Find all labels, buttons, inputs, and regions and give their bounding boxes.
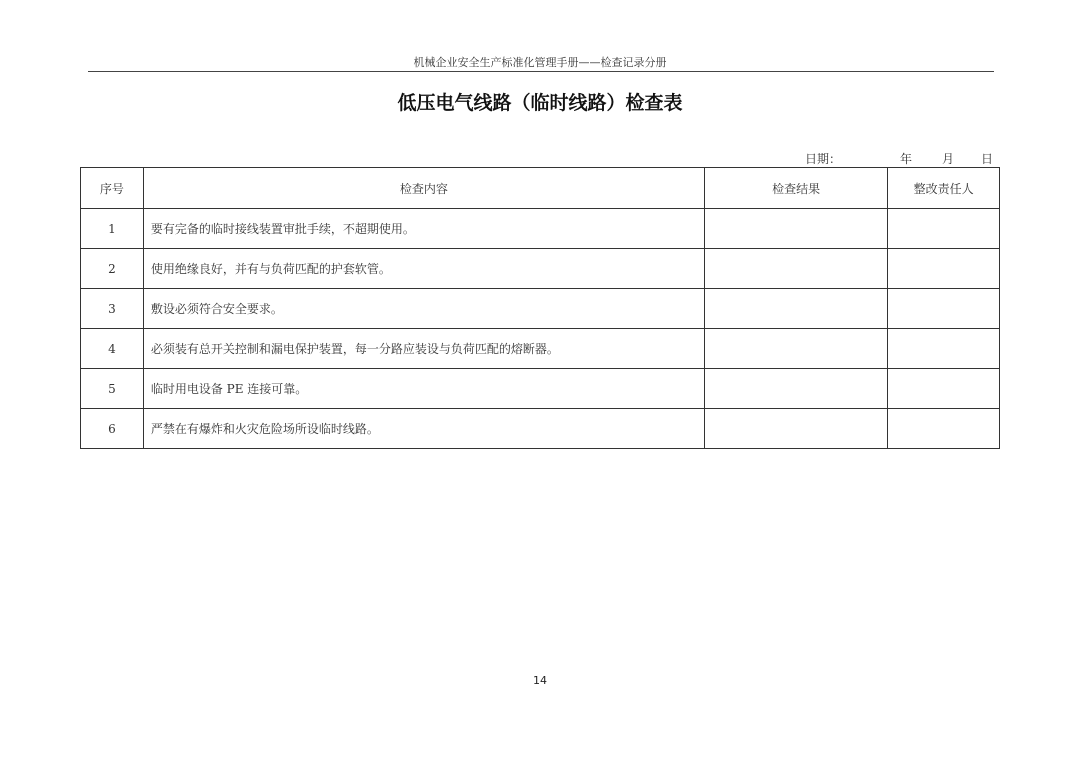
row-content [143, 209, 704, 249]
row-number: 3 [81, 289, 144, 329]
column-header-responsible: 整改责任人 [888, 168, 1000, 209]
row-responsible-cell[interactable] [888, 329, 1000, 369]
row-content-text: 严禁在有爆炸和火灾危险场所设临时线路。 [150, 422, 379, 436]
row-responsible-cell[interactable] [888, 289, 1000, 329]
date-year-label: 年 [900, 152, 913, 166]
row-content [143, 409, 704, 449]
row-result-cell[interactable] [704, 209, 887, 249]
row-result-cell[interactable] [704, 289, 887, 329]
row-result-cell[interactable] [704, 249, 887, 289]
row-content [143, 249, 704, 289]
row-responsible-cell[interactable] [888, 369, 1000, 409]
table-row [81, 329, 1000, 369]
column-header-number: 序号 [81, 168, 144, 209]
row-content [143, 289, 704, 329]
table-row [81, 209, 1000, 249]
row-content-text: 必须装有总开关控制和漏电保护装置，每一分路应装设与负荷匹配的熔断器。 [150, 342, 559, 356]
page-number: 14 [533, 674, 547, 687]
row-result-cell[interactable] [704, 329, 887, 369]
row-content [143, 369, 704, 409]
column-header-content: 检查内容 [143, 168, 704, 209]
row-responsible-cell[interactable] [888, 209, 1000, 249]
row-content-text: 要有完备的临时接线装置审批手续，不超期使用。 [150, 222, 415, 236]
date-label: 日期： [805, 152, 842, 166]
row-number: 6 [81, 409, 144, 449]
table-row [81, 409, 1000, 449]
row-content [143, 329, 704, 369]
row-number: 2 [81, 249, 144, 289]
row-number: 5 [81, 369, 144, 409]
table-row [81, 289, 1000, 329]
row-result-cell[interactable] [704, 409, 887, 449]
row-number: 1 [81, 209, 144, 249]
row-result-cell[interactable] [704, 369, 887, 409]
document-title: 低压电气线路（临时线路）检查表 [397, 92, 683, 114]
running-header: 机械企业安全生产标准化管理手册——检查记录分册 [413, 56, 667, 69]
table-row [81, 249, 1000, 289]
date-day-label: 日 [981, 152, 994, 166]
row-content-text: 临时用电设备 PE 连接可靠。 [150, 382, 308, 396]
row-content-text: 使用绝缘良好，并有与负荷匹配的护套软管。 [150, 262, 391, 276]
header-rule [88, 71, 994, 72]
table-header-row [81, 168, 1000, 209]
row-responsible-cell[interactable] [888, 409, 1000, 449]
column-header-result: 检查结果 [704, 168, 887, 209]
inspection-table [80, 167, 1000, 449]
row-content-text: 敷设必须符合安全要求。 [150, 302, 283, 316]
row-number: 4 [81, 329, 144, 369]
row-responsible-cell[interactable] [888, 249, 1000, 289]
date-month-label: 月 [942, 152, 955, 166]
table-row [81, 369, 1000, 409]
